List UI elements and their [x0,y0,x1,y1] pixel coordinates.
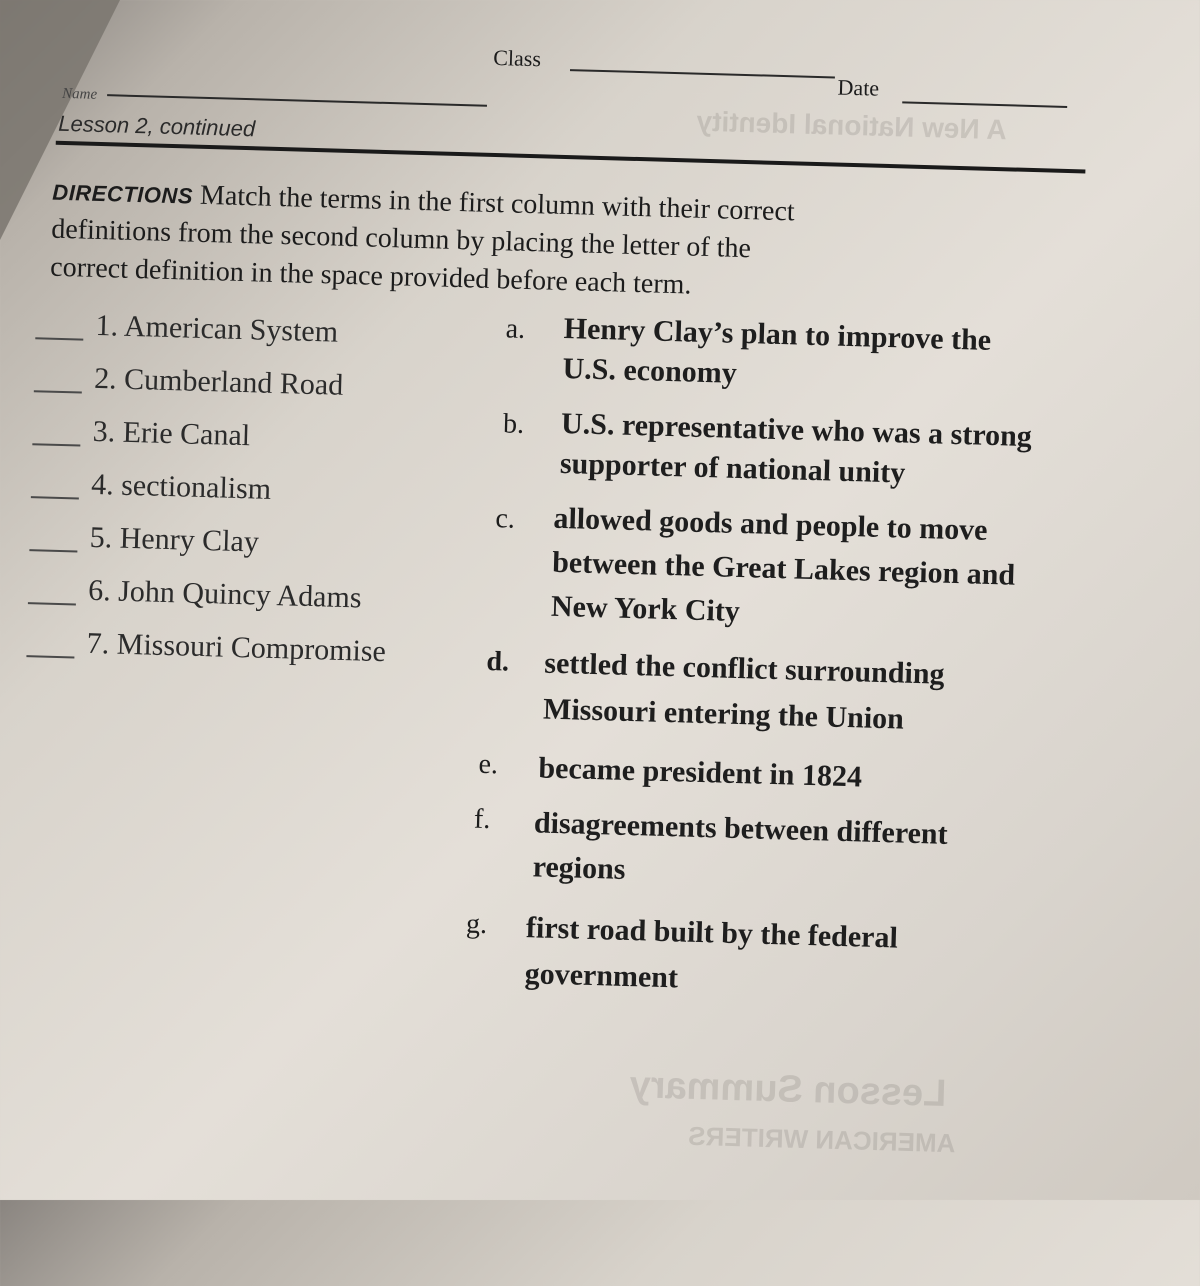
definition-letter: b. [502,408,525,440]
definition-line: Missouri entering the Union [542,692,905,736]
directions-label: DIRECTIONS [52,179,194,209]
directions-line-2: definitions from the second column by placing the letter of the [50,213,752,265]
term-7: 7. Missouri Compromise [86,626,387,669]
definition-letter: e. [478,748,499,781]
directions-line-3: correct definition in the space provided before each term. [49,251,692,301]
answer-blank-6[interactable] [28,602,76,605]
show-through-top: A New National Identity [696,105,1008,146]
definition-letter: c. [495,503,516,535]
definition-line: between the Great Lakes region and [551,545,1016,592]
answer-blank-4[interactable] [31,496,79,499]
term-4: 4. sectionalism [90,467,272,506]
class-label: Class [492,44,542,72]
date-line[interactable] [902,101,1067,108]
date-label: Date [837,74,880,101]
definition-letter: d. [486,645,510,678]
definition-line: supporter of national unity [559,446,906,490]
definition-line: U.S. economy [562,351,738,390]
definition-line: regions [532,850,626,886]
definition-letter: a. [505,313,526,345]
answer-blank-5[interactable] [29,549,77,552]
directions-text-1: Match the terms in the first column with their correct [199,179,796,228]
definition-line: disagreements between different [533,806,949,851]
answer-blank-1[interactable] [35,337,83,340]
definition-line: allowed goods and people to move [553,501,988,547]
answer-blank-3[interactable] [32,443,80,446]
class-line[interactable] [570,69,835,78]
lesson-label: Lesson 2, continued [57,110,256,142]
term-2: 2. Cumberland Road [93,361,344,402]
name-line[interactable] [107,94,487,107]
term-5: 5. Henry Clay [89,520,260,559]
definition-line: settled the conflict surrounding [543,646,946,691]
answer-blank-7[interactable] [26,655,74,658]
term-6: 6. John Quincy Adams [87,573,362,615]
definition-line: government [524,957,679,995]
definition-line: New York City [550,589,741,629]
term-1: 1. American System [95,308,339,349]
definition-letter: g. [465,908,488,941]
definition-line: U.S. representative who was a strong [560,406,1033,454]
name-label: Name [61,85,98,103]
answer-blank-2[interactable] [34,390,82,393]
header-rule [56,141,1086,174]
definition-letter: f. [473,803,491,836]
term-3: 3. Erie Canal [92,414,251,453]
definition-line: became president in 1824 [538,751,863,794]
show-through-bottom-title: Lesson Summary [629,1064,947,1115]
show-through-bottom-sub: AMERICAN WRITERS [687,1120,956,1159]
definition-line: Henry Clay’s plan to improve the [563,311,992,357]
definition-line: first road built by the federal [525,911,899,955]
